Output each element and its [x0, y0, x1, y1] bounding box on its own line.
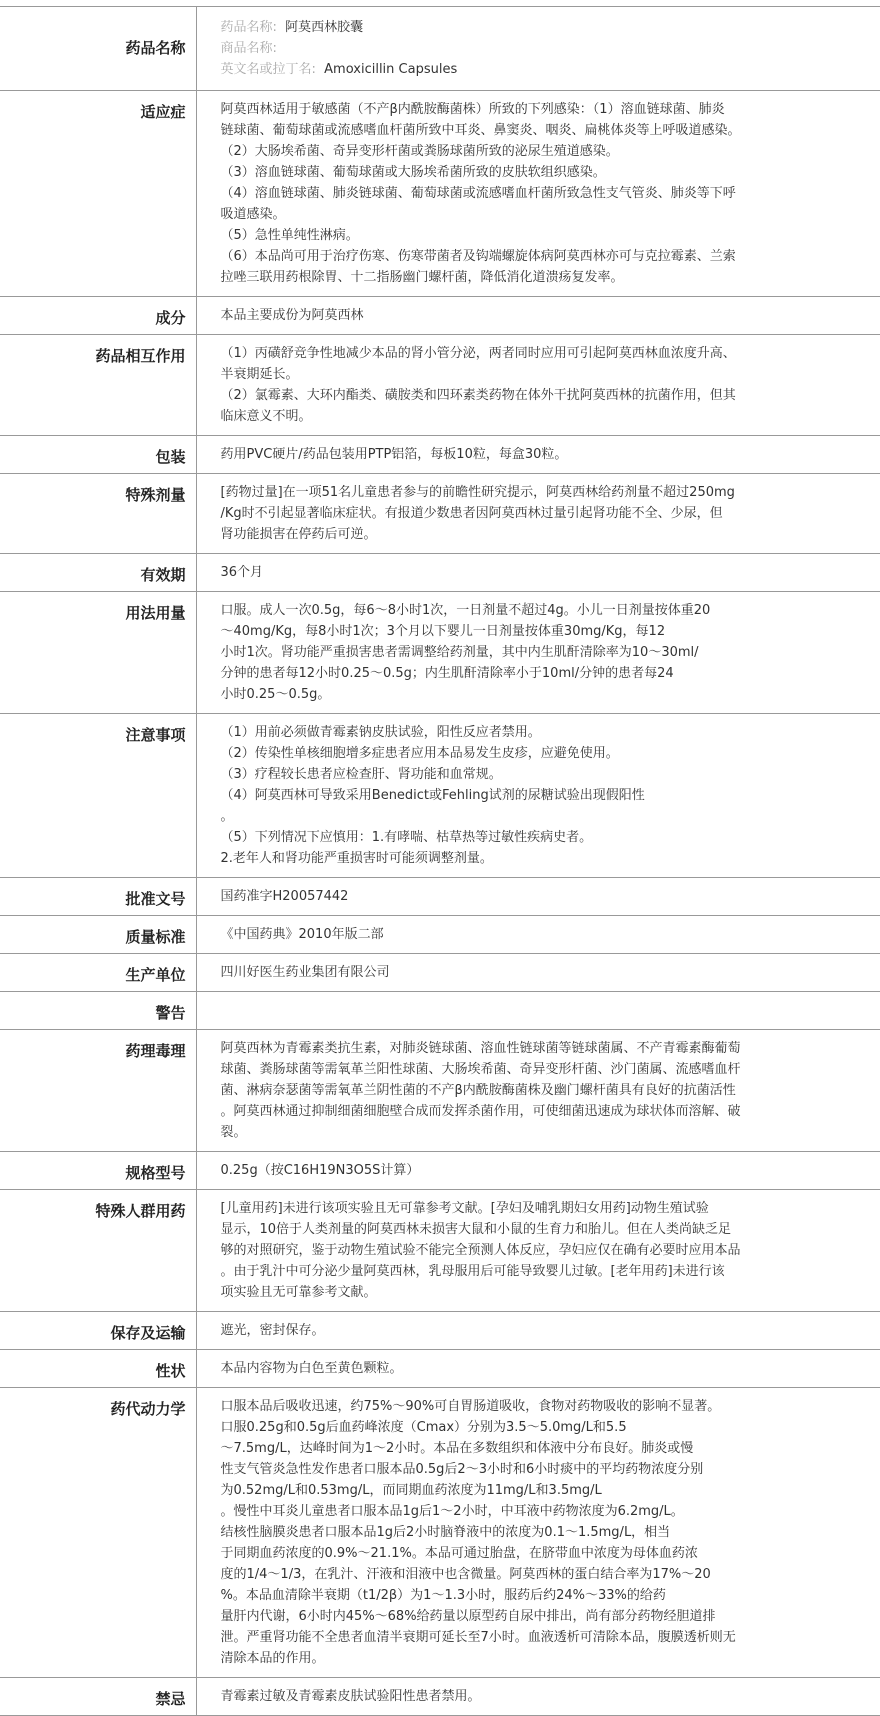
row-label: 药品名称: [0, 7, 196, 91]
spec-row: [0, 1190, 880, 1312]
row-value-line: 量肝内代谢，6小时内45%～68%给药量以原型药自尿中排出，尚有部分药物经胆道排: [220, 1609, 716, 1624]
row-value-line: 口服0.25g和0.5g后血药峰浓度（Cmax）分别为3.5～5.0mg/L和5.5: [220, 1420, 627, 1435]
trade-name-line: [221, 38, 873, 59]
spec-row: [0, 954, 880, 992]
row-value-line: （1）用前必须做青霉素钠皮肤试验，阳性反应者禁用。: [220, 725, 541, 740]
spec-row: [0, 592, 880, 714]
spec-row: [0, 436, 880, 474]
row-value: [196, 297, 880, 335]
row-value-line: （5）急性单纯性淋病。: [220, 228, 359, 243]
spec-row: [0, 1388, 880, 1678]
row-value-line: ～40mg/Kg，每8小时1次；3个月以下婴儿一日剂量按体重30mg/Kg，每12: [220, 624, 666, 639]
row-label: 生产单位: [0, 954, 196, 992]
row-value: [196, 1312, 880, 1350]
row-value-line: 。阿莫西林通过抑制细菌细胞壁合成而发挥杀菌作用，可使细菌迅速成为球状体而溶解、破: [220, 1104, 741, 1119]
spec-row: [0, 554, 880, 592]
row-label: 用法用量: [0, 592, 196, 714]
drug-spec-table: [0, 6, 880, 1716]
row-value-line: ～7.5mg/L，达峰时间为1～2小时。本品在多数组织和体液中分布良好。肺炎或慢: [220, 1441, 694, 1456]
row-value-line: 于同期血药浓度的0.9%～21.1%。本品可通过胎盘，在脐带血中浓度为母体血药浓: [220, 1546, 698, 1561]
common-name-line: [221, 17, 873, 38]
row-value-line: 半衰期延长。: [220, 367, 299, 382]
row-value-line: 球菌、粪肠球菌等需氧革兰阳性球菌、大肠埃希菌、奇异变形杆菌、沙门菌属、流感嗜血杆: [220, 1062, 741, 1077]
spec-table-body: [0, 7, 880, 1716]
row-label: 性状: [0, 1350, 196, 1388]
row-value-line: （2）传染性单核细胞增多症患者应用本品易发生皮疹，应避免使用。: [220, 746, 619, 761]
row-value-line: （1）丙磺舒竞争性地减少本品的肾小管分泌，两者同时应用可引起阿莫西林血浓度升高、: [220, 346, 736, 361]
spec-row: [0, 1350, 880, 1388]
row-value-line: 够的对照研究，鉴于动物生殖试验不能完全预测人体反应，孕妇应仅在确有必要时应用本品: [220, 1243, 741, 1258]
row-value-line: （5）下列情况下应慎用：1.有哮喘、枯草热等过敏性疾病史者。: [220, 830, 593, 845]
row-value: [196, 436, 880, 474]
row-value-line: 裂。: [220, 1125, 247, 1140]
row-value: [196, 1152, 880, 1190]
row-value-line: 口服。成人一次0.5g，每6～8小时1次，一日剂量不超过4g。小儿一日剂量按体重20: [220, 603, 711, 618]
row-value-line: 《中国药典》2010年版二部: [220, 927, 384, 942]
row-value-line: 四川好医生药业集团有限公司: [220, 965, 390, 980]
row-value-line: 临床意义不明。: [220, 409, 312, 424]
row-value-line: 国药准字H20057442: [220, 889, 349, 904]
row-value-line: 性支气管炎急性发作患者口服本品0.5g后2～3小时和6小时痰中的平均药物浓度分别: [220, 1462, 704, 1477]
row-label: 保存及运输: [0, 1312, 196, 1350]
common-name-key: 药品名称:: [220, 20, 277, 35]
row-label: 药理毒理: [0, 1030, 196, 1152]
row-value-line: （4）溶血链球菌、肺炎链球菌、葡萄球菌或流感嗜血杆菌所致急性支气管炎、肺炎等下呼: [220, 186, 736, 201]
row-value: [196, 554, 880, 592]
row-value-line: 链球菌、葡萄球菌或流感嗜血杆菌所致中耳炎、鼻窦炎、咽炎、扁桃体炎等上呼吸道感染。: [220, 123, 741, 138]
row-label: 有效期: [0, 554, 196, 592]
row-label: 批准文号: [0, 878, 196, 916]
english-name-line: [221, 59, 873, 80]
row-value-line: 。慢性中耳炎儿童患者口服本品1g后1～2小时，中耳液中药物浓度为6.2mg/L。: [220, 1504, 684, 1519]
row-value: [196, 592, 880, 714]
row-value: [196, 878, 880, 916]
row-value-line: 本品内容物为白色至黄色颗粒。: [220, 1361, 403, 1376]
spec-row: [0, 91, 880, 297]
row-label: 成分: [0, 297, 196, 335]
row-value-line: 度的1/4～1/3，在乳汁、汗液和泪液中也含微量。阿莫西林的蛋白结合率为17%～20: [220, 1567, 711, 1582]
english-name-key: 英文名或拉丁名:: [220, 62, 316, 77]
row-value-line: [药物过量]在一项51名儿童患者参与的前瞻性研究提示，阿莫西林给药剂量不超过250mg: [220, 485, 735, 500]
spec-row: [0, 1312, 880, 1350]
row-value-line: 2.老年人和肾功能严重损害时可能须调整剂量。: [220, 851, 493, 866]
spec-row: [0, 1152, 880, 1190]
spec-row: [0, 916, 880, 954]
row-label: 质量标准: [0, 916, 196, 954]
row-value-line: 阿莫西林适用于敏感菌（不产β内酰胺酶菌株）所致的下列感染：（1）溶血链球菌、肺炎: [220, 102, 725, 117]
row-value-line: （6）本品尚可用于治疗伤寒、伤寒带菌者及钩端螺旋体病阿莫西林亦可与克拉霉素、兰索: [220, 249, 736, 264]
row-label: 药品相互作用: [0, 335, 196, 436]
row-value-line: /Kg时不引起显著临床症状。有报道少数患者因阿莫西林过量引起肾功能不全、少尿，但: [220, 506, 723, 521]
row-value: [196, 1350, 880, 1388]
row-value: [196, 992, 880, 1030]
common-name-value: 阿莫西林胶囊: [285, 20, 364, 35]
row-value: [196, 1678, 880, 1716]
row-value-line: 阿莫西林为青霉素类抗生素，对肺炎链球菌、溶血性链球菌等链球菌属、不产青霉素酶葡萄: [220, 1041, 741, 1056]
row-value-line: 。由于乳汁中可分泌少量阿莫西林，乳母服用后可能导致婴儿过敏。[老年用药]未进行该: [220, 1264, 725, 1279]
spec-row: [0, 714, 880, 878]
row-value-line: 泄。严重肾功能不全患者血清半衰期可延长至7小时。血液透析可清除本品，腹膜透析则无: [220, 1630, 736, 1645]
row-label: 警告: [0, 992, 196, 1030]
row-value-line: 结核性脑膜炎患者口服本品1g后2小时脑脊液中的浓度为0.1～1.5mg/L，相当: [220, 1525, 671, 1540]
row-value-line: （2）大肠埃希菌、奇异变形杆菌或粪肠球菌所致的泌尿生殖道感染。: [220, 144, 619, 159]
trade-name-key: 商品名称:: [220, 41, 277, 56]
spec-row: [0, 1030, 880, 1152]
row-value-line: 口服本品后吸收迅速，约75%～90%可自胃肠道吸收，食物对药物吸收的影响不显著。: [220, 1399, 721, 1414]
row-value: [196, 954, 880, 992]
row-value-line: 0.25g（按C16H19N3O5S计算）: [220, 1163, 420, 1178]
spec-row: [0, 878, 880, 916]
row-value-line: 青霉素过敏及青霉素皮肤试验阳性患者禁用。: [220, 1689, 481, 1704]
row-label: 适应症: [0, 91, 196, 297]
row-value-line: 遮光，密封保存。: [220, 1323, 325, 1338]
row-value: [196, 714, 880, 878]
row-value-line: （3）溶血链球菌、葡萄球菌或大肠埃希菌所致的皮肤软组织感染。: [220, 165, 606, 180]
row-value-line: （4）阿莫西林可导致采用Benedict或Fehling试剂的尿糖试验出现假阳性: [220, 788, 645, 803]
spec-row: [0, 992, 880, 1030]
row-value-line: 肾功能损害在停药后可逆。: [220, 527, 377, 542]
row-value-line: %。本品血清除半衰期（t1/2β）为1～1.3小时，服药后约24%～33%的给药: [220, 1588, 666, 1603]
row-value-line: [儿童用药]未进行该项实验且无可靠参考文献。[孕妇及哺乳期妇女用药]动物生殖试验: [220, 1201, 709, 1216]
row-value-line: 显示，10倍于人类剂量的阿莫西林未损害大鼠和小鼠的生育力和胎儿。但在人类尚缺乏足: [220, 1222, 732, 1237]
row-value-line: 拉唑三联用药根除胃、十二指肠幽门螺杆菌，降低消化道溃疡复发率。: [220, 270, 624, 285]
row-value: [196, 1030, 880, 1152]
row-value-line: 为0.52mg/L和0.53mg/L，而同期血药浓度为11mg/L和3.5mg/L: [220, 1483, 602, 1498]
row-value-line: 药用PVC硬片/药品包装用PTP铝箔，每板10粒，每盒30粒。: [220, 447, 568, 462]
row-label: 药代动力学: [0, 1388, 196, 1678]
row-label: 包装: [0, 436, 196, 474]
row-label: 规格型号: [0, 1152, 196, 1190]
row-value-line: [221, 1000, 873, 1021]
drug-spec-sheet: [0, 6, 880, 1716]
row-label: 特殊剂量: [0, 474, 196, 554]
row-value-line: 菌、淋病奈瑟菌等需氧革兰阴性菌的不产β内酰胺酶菌株及幽门螺杆菌具有良好的抗菌活性: [220, 1083, 736, 1098]
row-value-line: 分钟的患者每12小时0.25～0.5g；内生肌酐清除率小于10ml/分钟的患者每24: [220, 666, 674, 681]
drug-name-row: [0, 7, 880, 91]
row-label: 注意事项: [0, 714, 196, 878]
row-value-line: 小时0.25～0.5g。: [220, 687, 331, 702]
row-value: [196, 91, 880, 297]
row-value-line: 小时1次。肾功能严重损害患者需调整给药剂量，其中内生肌酐清除率为10～30ml/: [220, 645, 699, 660]
row-value-line: 项实验且无可靠参考文献。: [220, 1285, 377, 1300]
spec-row: [0, 297, 880, 335]
row-value-line: （2）氯霉素、大环内酯类、磺胺类和四环素类药物在体外干扰阿莫西林的抗菌作用，但其: [220, 388, 736, 403]
english-name-value: Amoxicillin Capsules: [324, 62, 458, 77]
spec-row: [0, 1678, 880, 1716]
row-value-line: （3）疗程较长患者应检查肝、肾功能和血常规。: [220, 767, 502, 782]
row-value: [196, 335, 880, 436]
row-value-line: 吸道感染。: [220, 207, 286, 222]
spec-row: [0, 474, 880, 554]
drug-name-cell: [196, 7, 880, 91]
row-value-line: 。: [220, 809, 234, 824]
spec-row: [0, 335, 880, 436]
row-label: 特殊人群用药: [0, 1190, 196, 1312]
row-value: [196, 1388, 880, 1678]
row-value-line: 36个月: [220, 565, 264, 580]
row-value-line: 本品主要成份为阿莫西林: [220, 308, 364, 323]
row-label: 禁忌: [0, 1678, 196, 1716]
row-value-line: 清除本品的作用。: [220, 1651, 325, 1666]
row-value: [196, 916, 880, 954]
row-value: [196, 474, 880, 554]
row-value: [196, 1190, 880, 1312]
